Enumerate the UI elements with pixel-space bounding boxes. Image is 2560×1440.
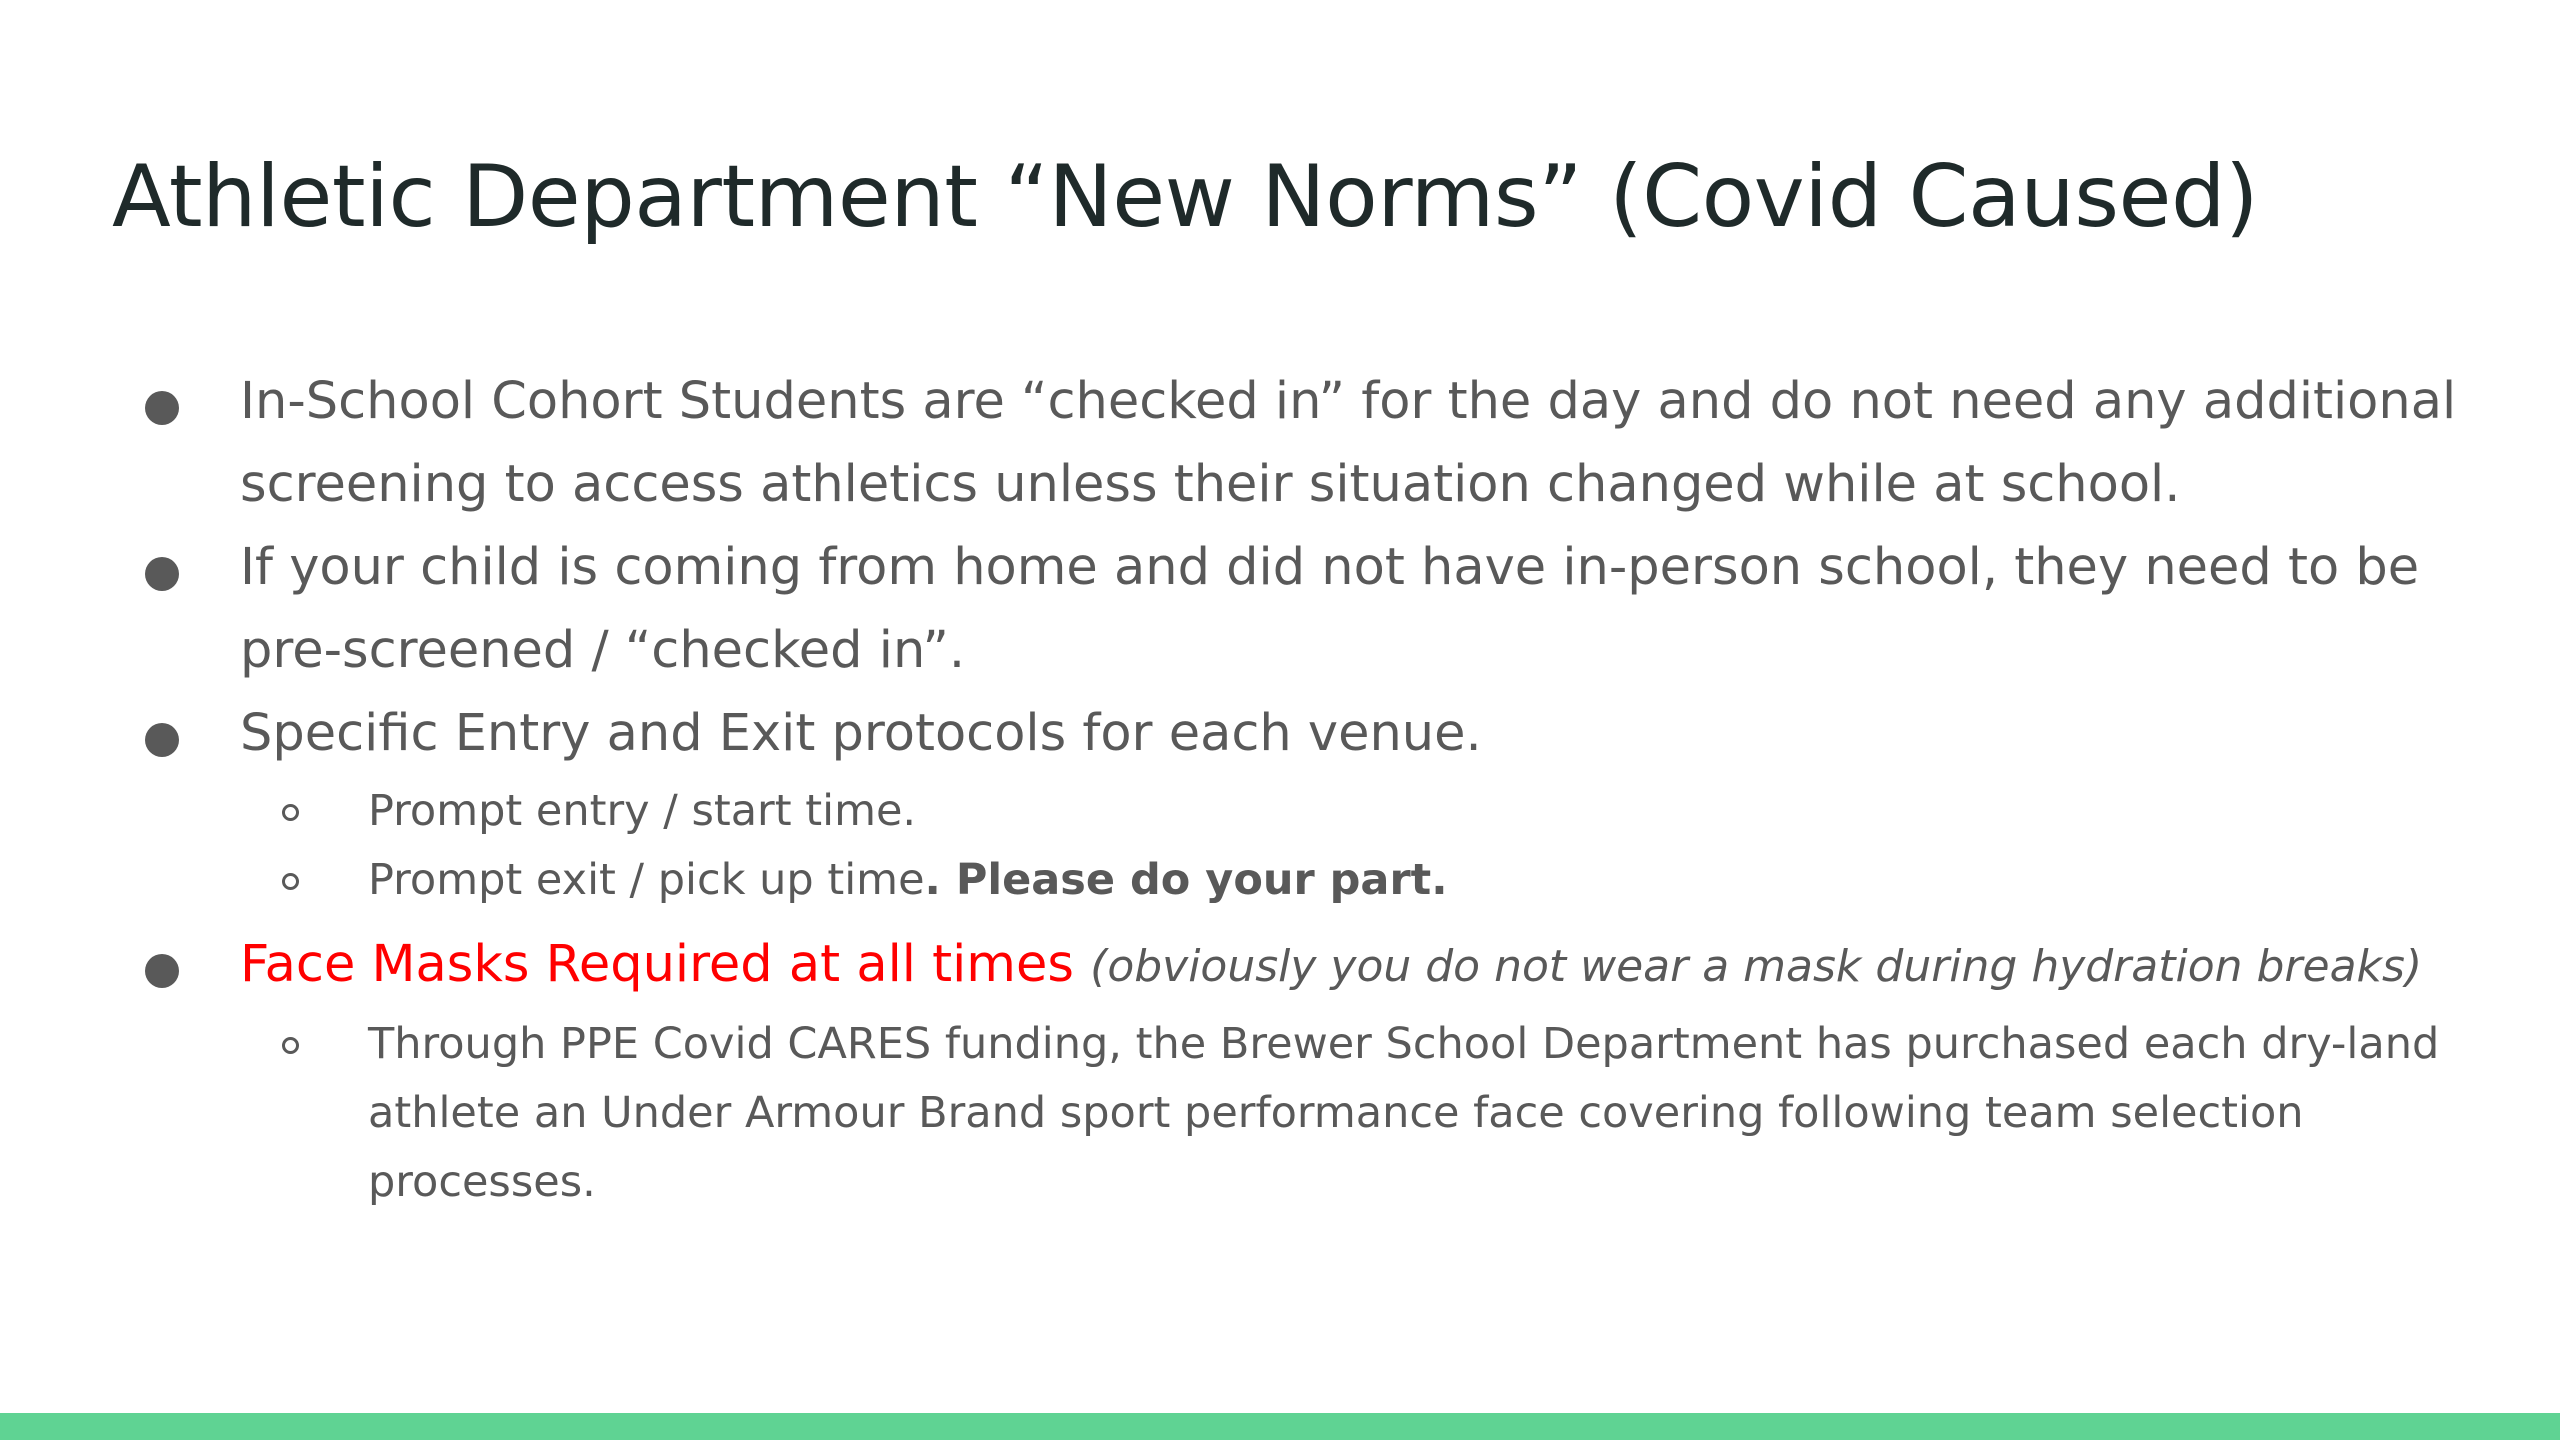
accent-bar — [0, 1413, 2560, 1440]
filled-bullet-icon — [145, 391, 179, 425]
sub-bullet-list — [240, 1010, 2470, 1217]
slide-title: Athletic Department “New Norms” (Covid Caused) — [112, 147, 2259, 247]
filled-bullet-icon — [145, 557, 179, 591]
filled-bullet-icon — [145, 954, 179, 988]
hollow-bullet-icon — [282, 804, 299, 821]
hollow-bullet-icon — [282, 1037, 299, 1054]
sub-bullet-text: Prompt entry / start time. — [368, 786, 917, 836]
sub-bullet-emphasis: . Please do your part. — [924, 855, 1448, 905]
bullet-text: Specific Entry and Exit protocols for each venue. — [240, 704, 1482, 763]
sub-bullet-list — [240, 777, 2470, 915]
sub-bullet-text: Prompt exit / pick up time — [368, 855, 925, 905]
sub-bullet-item-prompt-entry — [368, 777, 2470, 846]
face-mask-requirement: Face Masks Required at all times — [240, 935, 1074, 994]
bullet-item-entry-exit-protocols — [240, 692, 2470, 915]
bullet-item-home-prescreen — [240, 526, 2470, 692]
filled-bullet-icon — [145, 723, 179, 757]
sub-bullet-item-prompt-exit — [368, 846, 2470, 915]
bullet-text: If your child is coming from home and did not have in-person school, they need to be pre-screened / “checked in”. — [240, 538, 2420, 680]
bullet-list — [240, 360, 2470, 1217]
hollow-bullet-icon — [282, 873, 299, 890]
sub-bullet-item-ppe-funding — [368, 1010, 2470, 1217]
sub-bullet-text: Through PPE Covid CARES funding, the Brewer School Department has purchased each dry-land athlete an Under Armour Brand sport performance face covering following team selection processes. — [368, 1019, 2440, 1207]
bullet-text: In-School Cohort Students are “checked in” for the day and do not need any additional screening to access athletics unless their situation changed while at school. — [240, 372, 2457, 514]
bullet-item-face-masks — [240, 923, 2470, 1217]
bullet-item-cohort-checked-in — [240, 360, 2470, 526]
hydration-note: (obviously you do not wear a mask during hydration breaks) — [1090, 941, 2423, 992]
